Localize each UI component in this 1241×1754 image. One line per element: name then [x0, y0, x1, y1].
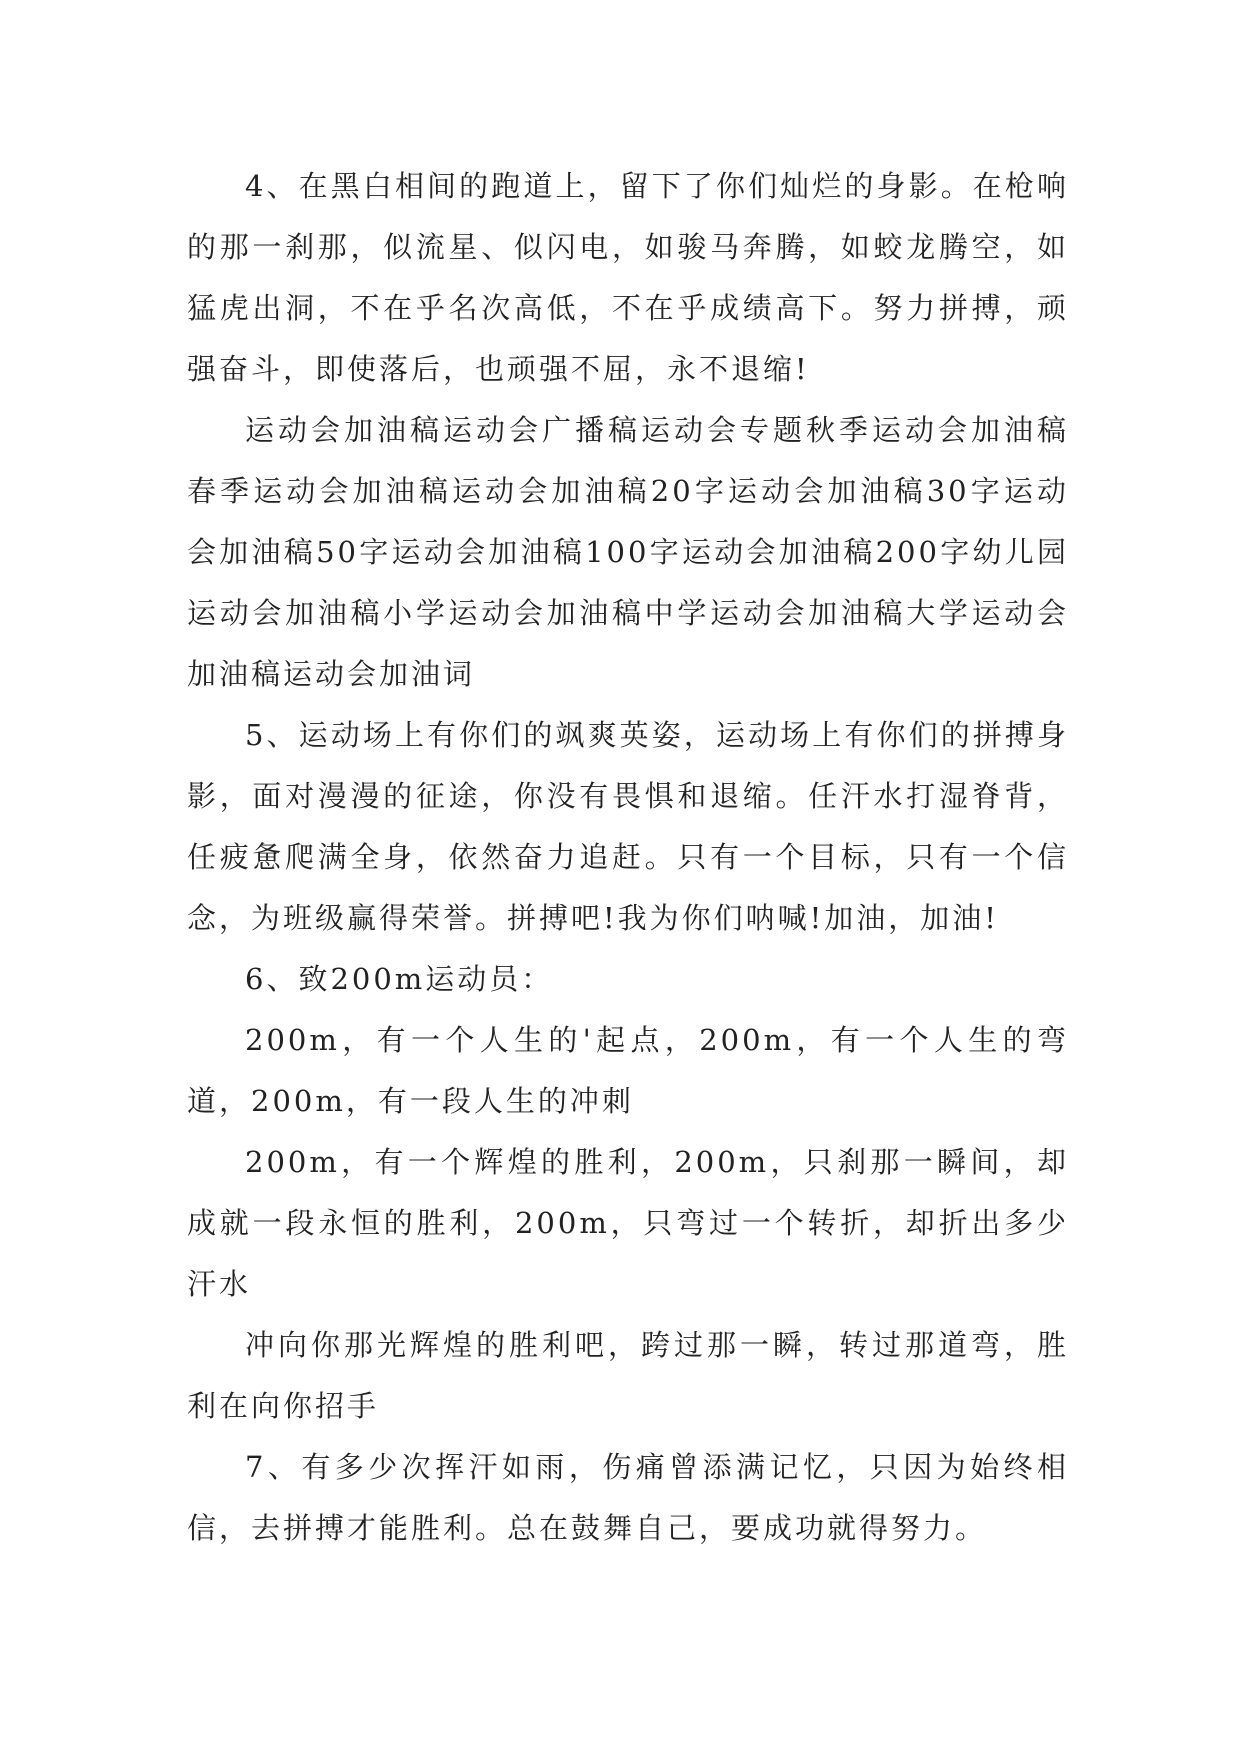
paragraph-200m-start: 200m，有一个人生的'起点，200m，有一个人生的弯道，200m，有一段人生的冲刺 [187, 1023, 1069, 1118]
paragraph-item-5: 5、运动场上有你们的飒爽英姿，运动场上有你们的拼搏身影，面对漫漫的征途，你没有畏惧和退缩。任汗水打湿脊背，任疲惫爬满全身，依然奋力追赶。只有一个目标，只有一个信念，为班级赢得荣誉。拼搏吧!我为你们呐喊!加油，加油! [187, 718, 1069, 935]
paragraph-item-7: 7、有多少次挥汗如雨，伤痛曾添满记忆，只因为始终相信，去拼搏才能胜利。总在鼓舞自己，要成功就得努力。 [187, 1450, 1069, 1545]
document-body [187, 156, 1069, 1559]
paragraph-200m-charge: 冲向你那光辉煌的胜利吧，跨过那一瞬，转过那道弯，胜利在向你招手 [187, 1328, 1069, 1423]
paragraph-200m-victory: 200m，有一个辉煌的胜利，200m，只刹那一瞬间，却成就一段永恒的胜利，200m，只弯过一个转折，却折出多少汗水 [187, 1145, 1069, 1301]
paragraph-item-6-heading: 6、致200m运动员： [245, 962, 554, 996]
paragraph-item-4: 4、在黑白相间的跑道上，留下了你们灿烂的身影。在枪响的那一刹那，似流星、似闪电，如骏马奔腾，如蛟龙腾空，如猛虎出洞，不在乎名次高低，不在乎成绩高下。努力拼搏，顽强奋斗，即使落后，也顽强不屈，永不退缩! [187, 169, 1069, 386]
paragraph-keywords: 运动会加油稿运动会广播稿运动会专题秋季运动会加油稿春季运动会加油稿运动会加油稿20字运动会加油稿30字运动会加油稿50字运动会加油稿100字运动会加油稿200字幼儿园运动会加油稿小学运动会加油稿中学运动会加油稿大学运动会加油稿运动会加油词 [187, 413, 1069, 691]
